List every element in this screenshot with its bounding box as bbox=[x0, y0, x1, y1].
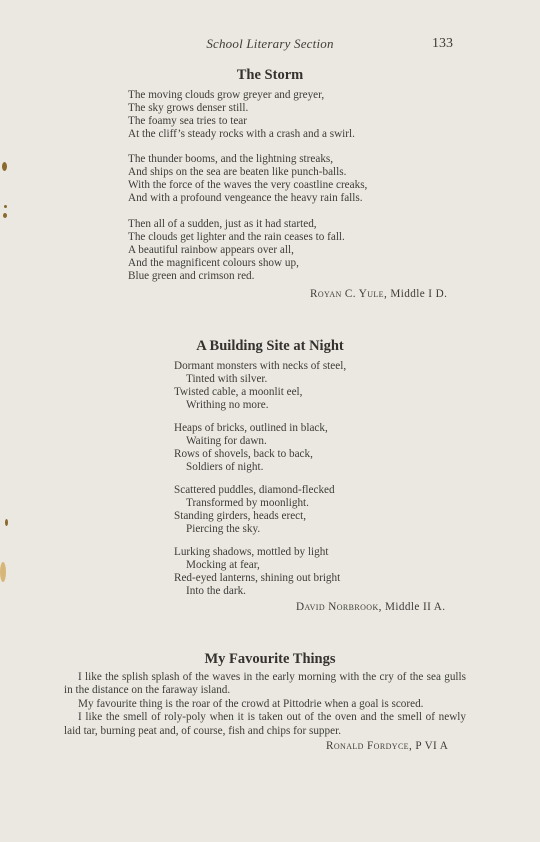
poem2-stanza-3 bbox=[174, 484, 335, 536]
essay-paragraph: I like the splish splash of the waves in the early morning with the cry of the sea gulls in the distance on the faraway island. bbox=[64, 671, 466, 697]
poem-line: And ships on the sea are beaten like punch-balls. bbox=[128, 166, 347, 179]
author-name: Ronald Fordyce, bbox=[326, 740, 413, 752]
poem-line: Heaps of bricks, outlined in black, bbox=[174, 422, 328, 434]
poem1-stanza-3 bbox=[128, 218, 345, 283]
poem-line: Twisted cable, a moonlit eel, bbox=[174, 386, 303, 399]
poem1-stanza-2 bbox=[128, 153, 367, 205]
poem-line: Waiting for dawn. bbox=[186, 435, 267, 448]
foxing-mark bbox=[3, 213, 7, 218]
author-form: Middle I D. bbox=[390, 288, 448, 300]
poem-line: Then all of a sudden, just as it had started, bbox=[128, 218, 317, 230]
essay-byline bbox=[326, 740, 448, 752]
poem1-stanza-1 bbox=[128, 89, 355, 141]
poem-line: Blue green and crimson red. bbox=[128, 270, 255, 283]
poem-line: The clouds get lighter and the rain ceases to fall. bbox=[128, 231, 345, 244]
foxing-mark bbox=[2, 162, 7, 171]
poem2-byline bbox=[296, 601, 445, 613]
running-head: School Literary Section bbox=[206, 36, 334, 51]
poem-title-building-site: A Building Site at Night bbox=[196, 338, 344, 354]
page-number: 133 bbox=[432, 36, 453, 51]
poem-line: Dormant monsters with necks of steel, bbox=[174, 360, 347, 372]
essay-paragraph: My favourite thing is the roar of the crowd at Pittodrie when a goal is scored. bbox=[78, 697, 424, 710]
essay-paragraph: I like the smell of roly-poly when it is taken out of the oven and the smell of newly laid tar, burning peat and, of course, fish and chips for supper. bbox=[64, 711, 466, 737]
poem-line: Transformed by moonlight. bbox=[186, 497, 309, 510]
poem-line: Tinted with silver. bbox=[186, 373, 268, 386]
poem-line: The moving clouds grow greyer and greyer, bbox=[128, 89, 325, 101]
foxing-mark bbox=[0, 562, 6, 582]
author-form: P VI A bbox=[415, 740, 449, 752]
author-form: Middle II A. bbox=[385, 601, 446, 613]
poem-line: Writhing no more. bbox=[186, 399, 269, 412]
poem-line: Standing girders, heads erect, bbox=[174, 510, 307, 523]
foxing-mark bbox=[4, 205, 7, 208]
poem-line: A beautiful rainbow appears over all, bbox=[128, 244, 294, 257]
poem-line: Mocking at fear, bbox=[186, 559, 260, 572]
poem-line: Scattered puddles, diamond-flecked bbox=[174, 484, 335, 496]
author-name: David Norbrook, bbox=[296, 601, 382, 613]
essay-title: My Favourite Things bbox=[204, 651, 336, 667]
poem-line: And the magnificent colours show up, bbox=[128, 257, 299, 270]
poem-line: The sky grows denser still. bbox=[128, 102, 249, 115]
poem-line: Rows of shovels, back to back, bbox=[174, 448, 313, 461]
poem-line: Piercing the sky. bbox=[186, 523, 261, 536]
poem1-byline bbox=[310, 288, 447, 300]
poem-title-the-storm: The Storm bbox=[236, 67, 304, 83]
poem2-stanza-4 bbox=[174, 546, 340, 598]
poem-line: Lurking shadows, mottled by light bbox=[174, 546, 329, 558]
poem-line: At the cliff’s steady rocks with a crash and a swirl. bbox=[128, 128, 355, 141]
poem-line: The foamy sea tries to tear bbox=[128, 115, 247, 128]
poem-line: Red-eyed lanterns, shining out bright bbox=[174, 572, 341, 585]
poem2-stanza-2 bbox=[174, 422, 328, 474]
author-name: Royan C. Yule, bbox=[310, 288, 388, 300]
poem-line: Soldiers of night. bbox=[186, 461, 264, 474]
foxing-mark bbox=[5, 519, 8, 526]
poem2-stanza-1 bbox=[174, 360, 346, 412]
poem-line: The thunder booms, and the lightning streaks, bbox=[128, 153, 334, 165]
essay-body bbox=[64, 671, 466, 738]
poem-line: With the force of the waves the very coastline creaks, bbox=[128, 179, 368, 192]
poem-line: And with a profound vengeance the heavy rain falls. bbox=[128, 192, 363, 205]
poem-line: Into the dark. bbox=[186, 585, 246, 598]
